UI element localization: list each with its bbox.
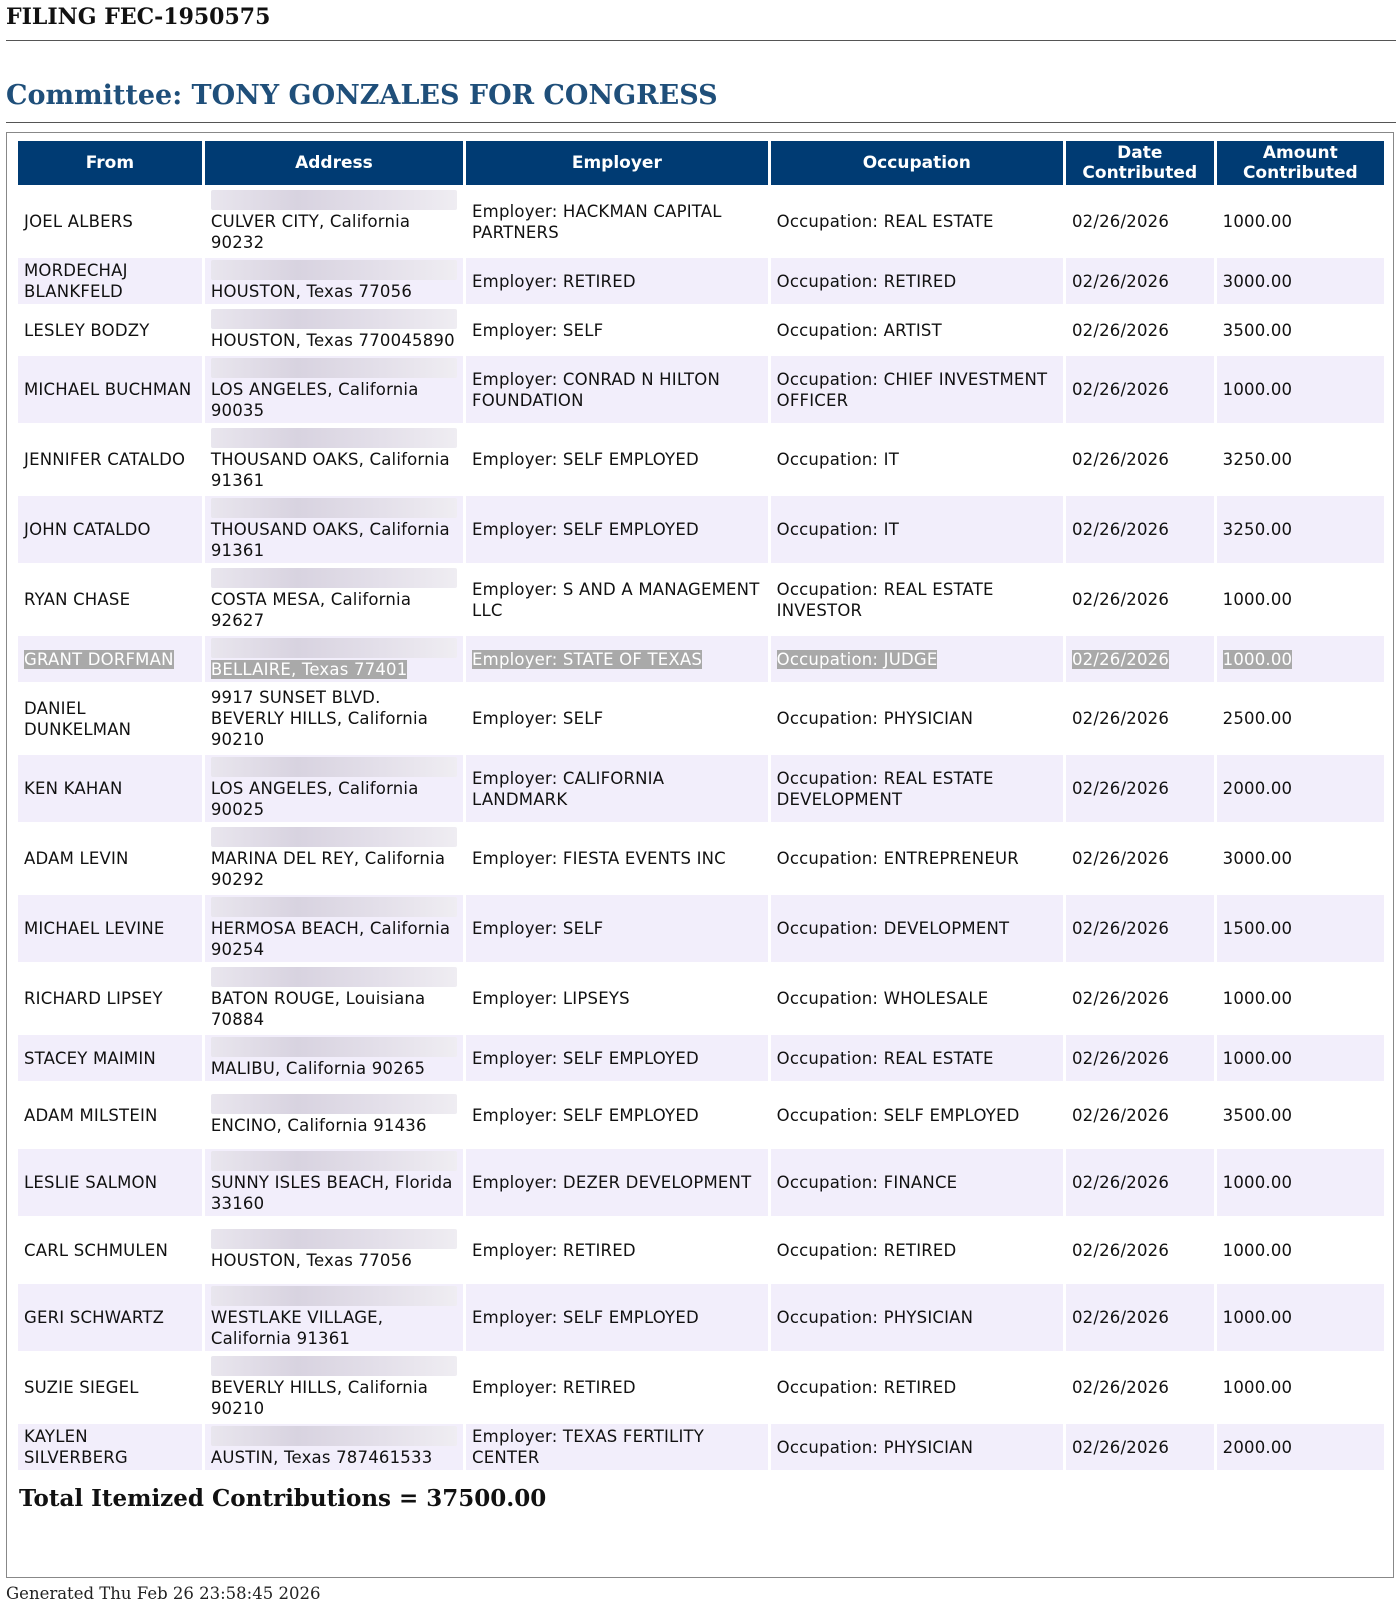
address-city-text: HOUSTON, Texas 770045890 xyxy=(210,331,455,350)
address-city-text: MALIBU, California 90265 xyxy=(210,1059,426,1078)
cell-amount-text: 1000.00 xyxy=(1222,1378,1293,1397)
cell-amount-text: 1000.00 xyxy=(1222,989,1293,1008)
cell-occupation-text: Occupation: PHYSICIAN xyxy=(776,1437,974,1457)
cell-from xyxy=(18,1284,202,1351)
cell-amount xyxy=(1217,496,1384,563)
cell-from xyxy=(18,1424,202,1470)
cell-employer-text: Employer: TEXAS FERTILITY CENTER xyxy=(472,1427,705,1467)
cell-date xyxy=(1066,1354,1214,1421)
cell-employer xyxy=(466,1284,768,1351)
cell-occupation-text: Occupation: PHYSICIAN xyxy=(776,1308,974,1327)
cell-from xyxy=(18,636,202,682)
cell-employer-text: Employer: SELF xyxy=(472,919,604,938)
cell-occupation-text: Occupation: RETIRED xyxy=(776,1378,957,1397)
cell-from-text: GERI SCHWARTZ xyxy=(24,1308,165,1327)
table-row[interactable] xyxy=(18,1149,1384,1216)
cell-amount xyxy=(1217,1084,1384,1146)
cell-from-text: GRANT DORFMAN xyxy=(24,649,174,669)
cell-occupation xyxy=(771,496,1063,563)
cell-from xyxy=(18,1035,202,1081)
cell-from xyxy=(18,356,202,423)
cell-date xyxy=(1066,566,1214,633)
table-row[interactable] xyxy=(18,1035,1384,1081)
filing-title: FILING FEC-1950575 xyxy=(6,4,271,30)
cell-occupation-text: Occupation: RETIRED xyxy=(776,271,957,291)
cell-employer-text: Employer: SELF EMPLOYED xyxy=(472,450,699,469)
cell-date-text: 02/26/2026 xyxy=(1071,320,1170,340)
cell-employer xyxy=(466,825,768,892)
cell-address xyxy=(205,566,463,633)
cell-address xyxy=(205,1284,463,1351)
cell-occupation xyxy=(771,895,1063,962)
cell-from-text: SUZIE SIEGEL xyxy=(24,1378,139,1397)
cell-employer-text: Employer: CONRAD N HILTON FOUNDATION xyxy=(472,369,720,410)
cell-date-text: 02/26/2026 xyxy=(1071,1173,1170,1192)
cell-from xyxy=(18,496,202,563)
cell-employer xyxy=(466,307,768,353)
cell-occupation-text: Occupation: JUDGE xyxy=(776,649,938,669)
address-city-text: COSTA MESA, California 92627 xyxy=(210,590,412,630)
redacted-street-address xyxy=(211,1356,457,1376)
cell-employer xyxy=(466,1354,768,1421)
cell-employer xyxy=(466,965,768,1032)
cell-from xyxy=(18,825,202,892)
cell-occupation xyxy=(771,1084,1063,1146)
cell-from xyxy=(18,755,202,822)
cell-employer-text: Employer: HACKMAN CAPITAL PARTNERS xyxy=(472,201,722,242)
cell-date-text: 02/26/2026 xyxy=(1071,849,1170,868)
cell-amount xyxy=(1217,685,1384,752)
cell-amount-text: 1000.00 xyxy=(1222,1173,1293,1192)
redacted-street-address xyxy=(211,498,457,518)
cell-occupation-text: Occupation: DEVELOPMENT xyxy=(776,919,1010,938)
cell-amount-text: 3250.00 xyxy=(1222,520,1293,539)
cell-employer-text: Employer: RETIRED xyxy=(472,271,636,291)
header-date[interactable]: Date Contributed xyxy=(1066,141,1214,185)
cell-employer xyxy=(466,566,768,633)
cell-date-text: 02/26/2026 xyxy=(1071,919,1170,938)
cell-address xyxy=(205,1084,463,1146)
cell-amount-text: 3000.00 xyxy=(1222,849,1293,868)
generated-timestamp: Generated Thu Feb 26 23:58:45 2026 xyxy=(6,1584,321,1603)
address-city-text: AUSTIN, Texas 787461533 xyxy=(210,1448,433,1467)
cell-date-text: 02/26/2026 xyxy=(1071,1308,1170,1327)
cell-address xyxy=(205,1035,463,1081)
address-city-text: HOUSTON, Texas 77056 xyxy=(210,1251,413,1270)
cell-employer xyxy=(466,1149,768,1216)
cell-amount-text: 2000.00 xyxy=(1222,779,1293,798)
cell-from-text: LESLIE SALMON xyxy=(24,1173,158,1192)
cell-employer xyxy=(466,1035,768,1081)
redacted-street-address xyxy=(211,428,457,448)
cell-amount-text: 2000.00 xyxy=(1222,1437,1293,1457)
table-row[interactable] xyxy=(18,496,1384,563)
cell-address xyxy=(205,188,463,255)
table-row[interactable] xyxy=(18,356,1384,423)
cell-employer xyxy=(466,496,768,563)
cell-occupation xyxy=(771,1284,1063,1351)
cell-amount-text: 1000.00 xyxy=(1222,590,1293,609)
cell-amount-text: 2500.00 xyxy=(1222,709,1293,728)
cell-occupation-text: Occupation: PHYSICIAN xyxy=(776,709,974,728)
cell-from-text: RICHARD LIPSEY xyxy=(24,989,163,1008)
cell-occupation-text: Occupation: CHIEF INVESTMENT OFFICER xyxy=(776,369,1048,410)
cell-employer-text: Employer: CALIFORNIA LANDMARK xyxy=(472,768,665,809)
cell-employer-text: Employer: SELF EMPLOYED xyxy=(472,1105,699,1125)
cell-date-text: 02/26/2026 xyxy=(1071,590,1170,609)
cell-from xyxy=(18,426,202,493)
cell-from-text: STACEY MAIMIN xyxy=(24,1048,156,1068)
cell-occupation-text: Occupation: WHOLESALE xyxy=(776,989,989,1008)
redacted-street-address xyxy=(211,1229,457,1249)
committee-divider xyxy=(6,122,1396,123)
cell-occupation-text: Occupation: RETIRED xyxy=(776,1240,957,1260)
redacted-street-address xyxy=(211,309,457,329)
table-row[interactable] xyxy=(18,1424,1384,1470)
cell-date xyxy=(1066,825,1214,892)
redacted-street-address xyxy=(211,638,457,658)
cell-date-text: 02/26/2026 xyxy=(1071,212,1170,231)
redacted-street-address xyxy=(211,1037,457,1057)
header-divider xyxy=(6,40,1396,41)
cell-occupation xyxy=(771,685,1063,752)
cell-from xyxy=(18,965,202,1032)
cell-employer xyxy=(466,426,768,493)
cell-amount xyxy=(1217,1354,1384,1421)
address-city-text: LOS ANGELES, California 90025 xyxy=(210,779,419,819)
cell-date xyxy=(1066,1284,1214,1351)
cell-employer-text: Employer: DEZER DEVELOPMENT xyxy=(472,1173,752,1192)
cell-address xyxy=(205,258,463,304)
cell-occupation xyxy=(771,636,1063,682)
cell-occupation-text: Occupation: REAL ESTATE DEVELOPMENT xyxy=(776,768,994,809)
cell-occupation-text: Occupation: FINANCE xyxy=(776,1173,958,1192)
address-city-text: BATON ROUGE, Louisiana 70884 xyxy=(210,989,426,1029)
cell-from xyxy=(18,307,202,353)
cell-amount xyxy=(1217,307,1384,353)
cell-amount xyxy=(1217,965,1384,1032)
cell-occupation xyxy=(771,1149,1063,1216)
cell-date xyxy=(1066,1424,1214,1470)
cell-address xyxy=(205,755,463,822)
cell-address xyxy=(205,1219,463,1281)
cell-amount-text: 1000.00 xyxy=(1222,1308,1293,1327)
table-row[interactable] xyxy=(18,1284,1384,1351)
table-row[interactable] xyxy=(18,258,1384,304)
table-row[interactable] xyxy=(18,636,1384,682)
table-row[interactable] xyxy=(18,965,1384,1032)
cell-amount-text: 1000.00 xyxy=(1222,1048,1293,1068)
cell-date-text: 02/26/2026 xyxy=(1071,1240,1170,1260)
cell-occupation-text: Occupation: REAL ESTATE xyxy=(776,1048,994,1068)
redacted-street-address xyxy=(211,358,457,378)
cell-address xyxy=(205,307,463,353)
cell-amount-text: 1000.00 xyxy=(1222,649,1293,669)
cell-date xyxy=(1066,307,1214,353)
cell-occupation xyxy=(771,1035,1063,1081)
cell-occupation xyxy=(771,825,1063,892)
cell-employer xyxy=(466,685,768,752)
cell-from-text: MORDECHAJ BLANKFELD xyxy=(24,261,128,301)
cell-occupation-text: Occupation: REAL ESTATE xyxy=(776,212,994,231)
cell-date xyxy=(1066,1219,1214,1281)
cell-from-text: ADAM MILSTEIN xyxy=(24,1105,158,1125)
cell-date xyxy=(1066,685,1214,752)
cell-date xyxy=(1066,356,1214,423)
cell-amount-text: 3000.00 xyxy=(1222,271,1293,291)
redacted-street-address xyxy=(211,1426,457,1446)
header-from[interactable]: From xyxy=(18,141,202,185)
cell-amount-text: 1000.00 xyxy=(1222,1240,1293,1260)
cell-from xyxy=(18,895,202,962)
cell-occupation-text: Occupation: ARTIST xyxy=(776,320,942,340)
header-occupation[interactable]: Occupation xyxy=(771,141,1063,185)
cell-employer xyxy=(466,1424,768,1470)
redacted-street-address xyxy=(211,897,457,917)
cell-amount xyxy=(1217,755,1384,822)
cell-occupation xyxy=(771,188,1063,255)
cell-employer xyxy=(466,258,768,304)
total-itemized-contributions: Total Itemized Contributions = 37500.00 xyxy=(19,1485,547,1512)
address-city-text: LOS ANGELES, California 90035 xyxy=(210,380,419,420)
address-city-text: THOUSAND OAKS, California 91361 xyxy=(210,450,450,490)
cell-address xyxy=(205,636,463,682)
cell-occupation-text: Occupation: IT xyxy=(776,450,899,469)
cell-address xyxy=(205,965,463,1032)
redacted-street-address xyxy=(211,757,457,777)
cell-amount-text: 3500.00 xyxy=(1222,1105,1293,1125)
redacted-street-address xyxy=(211,190,457,210)
cell-occupation xyxy=(771,307,1063,353)
cell-date xyxy=(1066,965,1214,1032)
cell-amount xyxy=(1217,1424,1384,1470)
cell-employer xyxy=(466,1219,768,1281)
cell-date xyxy=(1066,895,1214,962)
cell-date-text: 02/26/2026 xyxy=(1071,271,1170,291)
cell-employer-text: Employer: STATE OF TEXAS xyxy=(472,649,703,669)
cell-occupation xyxy=(771,1354,1063,1421)
cell-employer-text: Employer: S AND A MANAGEMENT LLC xyxy=(472,579,760,620)
cell-from-text: ADAM LEVIN xyxy=(24,849,129,868)
cell-amount-text: 1500.00 xyxy=(1222,919,1293,938)
cell-from-text: DANIEL DUNKELMAN xyxy=(24,698,132,739)
cell-date xyxy=(1066,426,1214,493)
cell-date-text: 02/26/2026 xyxy=(1071,779,1170,798)
cell-amount xyxy=(1217,1035,1384,1081)
address-city-text: SUNNY ISLES BEACH, Florida 33160 xyxy=(210,1173,453,1213)
cell-from xyxy=(18,566,202,633)
cell-address xyxy=(205,1424,463,1470)
cell-address xyxy=(205,825,463,892)
cell-from-text: JOEL ALBERS xyxy=(24,212,134,231)
cell-amount xyxy=(1217,258,1384,304)
cell-from xyxy=(18,1149,202,1216)
cell-amount xyxy=(1217,188,1384,255)
cell-from-text: KAYLEN SILVERBERG xyxy=(24,1427,128,1467)
cell-occupation-text: Occupation: IT xyxy=(776,520,899,539)
table-row[interactable] xyxy=(18,426,1384,493)
cell-occupation xyxy=(771,755,1063,822)
header-amount[interactable]: Amount Contributed xyxy=(1217,141,1384,185)
cell-occupation xyxy=(771,965,1063,1032)
cell-from-text: JENNIFER CATALDO xyxy=(24,450,186,469)
table-header-row xyxy=(18,141,1384,185)
address-city-text: HOUSTON, Texas 77056 xyxy=(210,282,413,301)
cell-amount-text: 3250.00 xyxy=(1222,450,1293,469)
cell-date xyxy=(1066,258,1214,304)
redacted-street-address xyxy=(211,1286,457,1306)
cell-address xyxy=(205,356,463,423)
cell-from-text: RYAN CHASE xyxy=(24,590,131,609)
redacted-street-address xyxy=(211,1094,457,1114)
cell-from xyxy=(18,188,202,255)
table-row[interactable] xyxy=(18,825,1384,892)
committee-title: Committee: TONY GONZALES FOR CONGRESS xyxy=(6,80,718,111)
cell-date xyxy=(1066,755,1214,822)
cell-employer xyxy=(466,636,768,682)
cell-date-text: 02/26/2026 xyxy=(1071,649,1170,669)
cell-amount-text: 3500.00 xyxy=(1222,320,1293,340)
header-employer[interactable]: Employer xyxy=(466,141,768,185)
table-row[interactable] xyxy=(18,1084,1384,1146)
cell-amount-text: 1000.00 xyxy=(1222,380,1293,399)
cell-date-text: 02/26/2026 xyxy=(1071,380,1170,399)
cell-date xyxy=(1066,1084,1214,1146)
address-city-text: CULVER CITY, California 90232 xyxy=(210,212,411,252)
cell-address xyxy=(205,496,463,563)
cell-date-text: 02/26/2026 xyxy=(1071,520,1170,539)
cell-amount xyxy=(1217,1219,1384,1281)
table-row[interactable] xyxy=(18,755,1384,822)
contributions-table xyxy=(15,138,1387,1473)
redacted-street-address xyxy=(211,568,457,588)
cell-date-text: 02/26/2026 xyxy=(1071,709,1170,728)
cell-employer-text: Employer: SELF EMPLOYED xyxy=(472,520,699,539)
contributions-frame xyxy=(6,132,1394,1578)
address-city-text: BELLAIRE, Texas 77401 xyxy=(210,660,408,679)
address-city-text: WESTLAKE VILLAGE, California 91361 xyxy=(210,1308,384,1348)
cell-amount xyxy=(1217,825,1384,892)
cell-employer-text: Employer: SELF EMPLOYED xyxy=(472,1308,699,1327)
cell-date-text: 02/26/2026 xyxy=(1071,1048,1170,1068)
cell-from-text: KEN KAHAN xyxy=(24,779,123,798)
cell-date-text: 02/26/2026 xyxy=(1071,1105,1170,1125)
address-city-text: BEVERLY HILLS, California 90210 xyxy=(210,709,429,749)
table-row[interactable] xyxy=(18,1219,1384,1281)
cell-occupation-text: Occupation: ENTREPRENEUR xyxy=(776,849,1019,868)
cell-occupation xyxy=(771,426,1063,493)
cell-employer xyxy=(466,1084,768,1146)
cell-address xyxy=(205,685,463,752)
cell-employer-text: Employer: SELF xyxy=(472,709,604,728)
cell-from-text: MICHAEL LEVINE xyxy=(24,919,165,938)
redacted-street-address xyxy=(211,260,457,280)
table-row[interactable] xyxy=(18,307,1384,353)
cell-occupation xyxy=(771,566,1063,633)
table-row[interactable] xyxy=(18,1354,1384,1421)
address-street-text: 9917 SUNSET BLVD. xyxy=(210,688,381,707)
cell-occupation xyxy=(771,1424,1063,1470)
cell-amount xyxy=(1217,356,1384,423)
cell-employer xyxy=(466,895,768,962)
cell-occupation xyxy=(771,356,1063,423)
cell-employer-text: Employer: RETIRED xyxy=(472,1240,636,1260)
table-row[interactable] xyxy=(18,566,1384,633)
cell-date-text: 02/26/2026 xyxy=(1071,450,1170,469)
cell-occupation xyxy=(771,1219,1063,1281)
cell-amount xyxy=(1217,636,1384,682)
cell-from xyxy=(18,1084,202,1146)
cell-date xyxy=(1066,636,1214,682)
cell-from xyxy=(18,1219,202,1281)
cell-amount xyxy=(1217,426,1384,493)
cell-from-text: CARL SCHMULEN xyxy=(24,1240,168,1260)
cell-employer xyxy=(466,356,768,423)
cell-employer-text: Employer: SELF EMPLOYED xyxy=(472,1048,699,1068)
cell-from-text: JOHN CATALDO xyxy=(24,520,151,539)
cell-employer xyxy=(466,755,768,822)
cell-date xyxy=(1066,188,1214,255)
cell-from xyxy=(18,685,202,752)
cell-employer xyxy=(466,188,768,255)
cell-date-text: 02/26/2026 xyxy=(1071,1437,1170,1457)
header-address[interactable]: Address xyxy=(205,141,463,185)
cell-occupation-text: Occupation: SELF EMPLOYED xyxy=(776,1105,1020,1125)
address-city-text: ENCINO, California 91436 xyxy=(210,1116,427,1135)
redacted-street-address xyxy=(211,967,457,987)
cell-address xyxy=(205,426,463,493)
cell-amount xyxy=(1217,895,1384,962)
cell-address xyxy=(205,895,463,962)
cell-address xyxy=(205,1354,463,1421)
table-row[interactable] xyxy=(18,895,1384,962)
redacted-street-address xyxy=(211,1151,457,1171)
cell-employer-text: Employer: RETIRED xyxy=(472,1378,636,1397)
cell-date xyxy=(1066,1035,1214,1081)
address-city-text: THOUSAND OAKS, California 91361 xyxy=(210,520,450,560)
cell-date xyxy=(1066,1149,1214,1216)
cell-date-text: 02/26/2026 xyxy=(1071,989,1170,1008)
cell-from xyxy=(18,1354,202,1421)
table-row[interactable] xyxy=(18,188,1384,255)
cell-address xyxy=(205,1149,463,1216)
cell-occupation xyxy=(771,258,1063,304)
address-city-text: BEVERLY HILLS, California 90210 xyxy=(210,1378,429,1418)
cell-amount xyxy=(1217,1149,1384,1216)
cell-employer-text: Employer: FIESTA EVENTS INC xyxy=(472,849,726,868)
cell-amount xyxy=(1217,566,1384,633)
table-row[interactable] xyxy=(18,685,1384,752)
redacted-street-address xyxy=(211,827,457,847)
cell-date-text: 02/26/2026 xyxy=(1071,1378,1170,1397)
address-city-text: MARINA DEL REY, California 90292 xyxy=(210,849,446,889)
cell-from-text: MICHAEL BUCHMAN xyxy=(24,380,192,399)
cell-employer-text: Employer: SELF xyxy=(472,320,604,340)
cell-date xyxy=(1066,496,1214,563)
cell-amount-text: 1000.00 xyxy=(1222,212,1293,231)
cell-employer-text: Employer: LIPSEYS xyxy=(472,989,630,1008)
cell-from-text: LESLEY BODZY xyxy=(24,320,150,340)
cell-from xyxy=(18,258,202,304)
cell-occupation-text: Occupation: REAL ESTATE INVESTOR xyxy=(776,579,994,620)
cell-amount xyxy=(1217,1284,1384,1351)
address-city-text: HERMOSA BEACH, California 90254 xyxy=(210,919,451,959)
